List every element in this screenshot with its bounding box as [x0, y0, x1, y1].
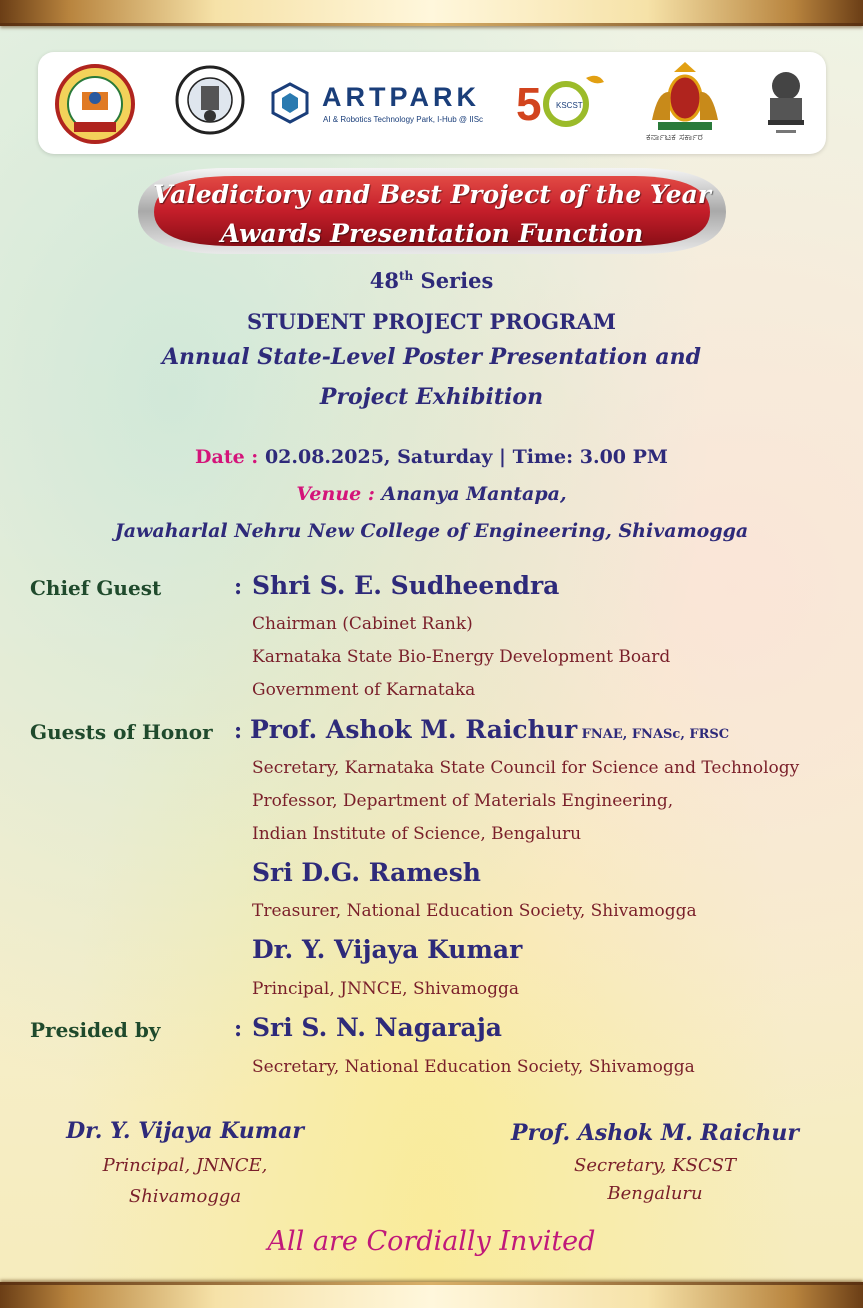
series-suffix: th [398, 269, 414, 283]
chief-guest-desc-1: Chairman (Cabinet Rank) [252, 614, 473, 634]
nes-logo [52, 62, 138, 146]
ashoka-emblem [762, 66, 810, 138]
kscst-text: KSCST [556, 101, 583, 110]
artpark-wordmark: ARTPARK [322, 82, 480, 112]
presided-by-colon: : [234, 1016, 243, 1042]
program-subtitle-2: Project Exhibition [319, 384, 544, 410]
guest-3-desc: Principal, JNNCE, Shivamogga [252, 979, 519, 999]
series-number: 48 [369, 268, 399, 293]
date-value: 02.08.2025, Saturday | Time: 3.00 PM [264, 446, 668, 468]
guests-of-honor-colon: : [234, 718, 243, 744]
guest-1-desc-2: Professor, Department of Materials Engineering, [252, 791, 674, 811]
guest-1-honors: FNAE, FNASc, FRSC [577, 727, 730, 742]
guests-of-honor-label: Guests of Honor [30, 720, 213, 744]
banner-line-2: Awards Presentation Function [220, 219, 644, 248]
bottom-gold-border [0, 1282, 863, 1308]
venue-line [0, 483, 863, 505]
signatory-left-line-2: Shivamogga [128, 1186, 242, 1207]
top-gold-border [0, 0, 863, 26]
chief-guest-label: Chief Guest [30, 576, 162, 600]
kscst-50-logo [514, 68, 614, 138]
signatory-left-line-1: Principal, JNNCE, [102, 1155, 268, 1176]
chief-guest-name: Shri S. E. Sudheendra [252, 571, 560, 600]
guest-1-desc-1: Secretary, Karnataka State Council for Science and Technology [252, 758, 800, 778]
guest-3-name: Dr. Y. Vijaya Kumar [252, 935, 523, 964]
program-subtitle-1: Annual State-Level Poster Presentation and [161, 344, 701, 370]
guest-2-name: Sri D.G. Ramesh [252, 858, 481, 887]
banner-line-1: Valedictory and Best Project of the Year [153, 180, 711, 209]
series-word: Series [413, 268, 494, 293]
invitation-note: All are Cordially Invited [267, 1226, 596, 1257]
artpark-hex-icon [270, 82, 310, 124]
guest-1-name-text: Prof. Ashok M. Raichur [250, 715, 578, 744]
series-line [0, 268, 863, 293]
signatory-right-name: Prof. Ashok M. Raichur [511, 1120, 799, 1146]
venue-value: Ananya Mantapa, [381, 483, 567, 505]
banner-title [118, 166, 746, 253]
karnataka-emblem [644, 60, 726, 136]
chief-guest-colon: : [234, 574, 243, 600]
chief-guest-desc-3: Government of Karnataka [252, 680, 476, 700]
presided-by-name: Sri S. N. Nagaraja [252, 1013, 502, 1042]
artpark-tagline: AI & Robotics Technology Park, I-Hub @ IISc [323, 115, 484, 124]
logo-strip [38, 52, 826, 154]
date-label: Date : [195, 446, 265, 468]
signatory-left-name: Dr. Y. Vijaya Kumar [66, 1118, 304, 1144]
date-line [0, 446, 863, 468]
jnnce-logo [174, 60, 246, 146]
svg-text:5: 5 [516, 78, 542, 130]
chief-guest-desc-2: Karnataka State Bio-Energy Development Board [252, 647, 671, 667]
guest-2-desc: Treasurer, National Education Society, Shivamogga [252, 901, 697, 921]
guest-1-desc-3: Indian Institute of Science, Bengaluru [252, 824, 582, 844]
program-title: STUDENT PROJECT PROGRAM [246, 309, 617, 334]
presided-by-label: Presided by [30, 1018, 161, 1042]
venue-label: Venue : [296, 483, 382, 505]
karnataka-caption: ಕರ್ನಾಟಕ ಸರ್ಕಾರ [646, 132, 703, 143]
presided-by-desc: Secretary, National Education Society, Shivamogga [252, 1057, 695, 1077]
guest-1-name [250, 715, 729, 744]
signatory-right-line-2: Bengaluru [607, 1183, 703, 1204]
venue-line-2: Jawaharlal Nehru New College of Engineering, Shivamogga [114, 520, 749, 542]
signatory-right-line-1: Secretary, KSCST [574, 1155, 736, 1176]
